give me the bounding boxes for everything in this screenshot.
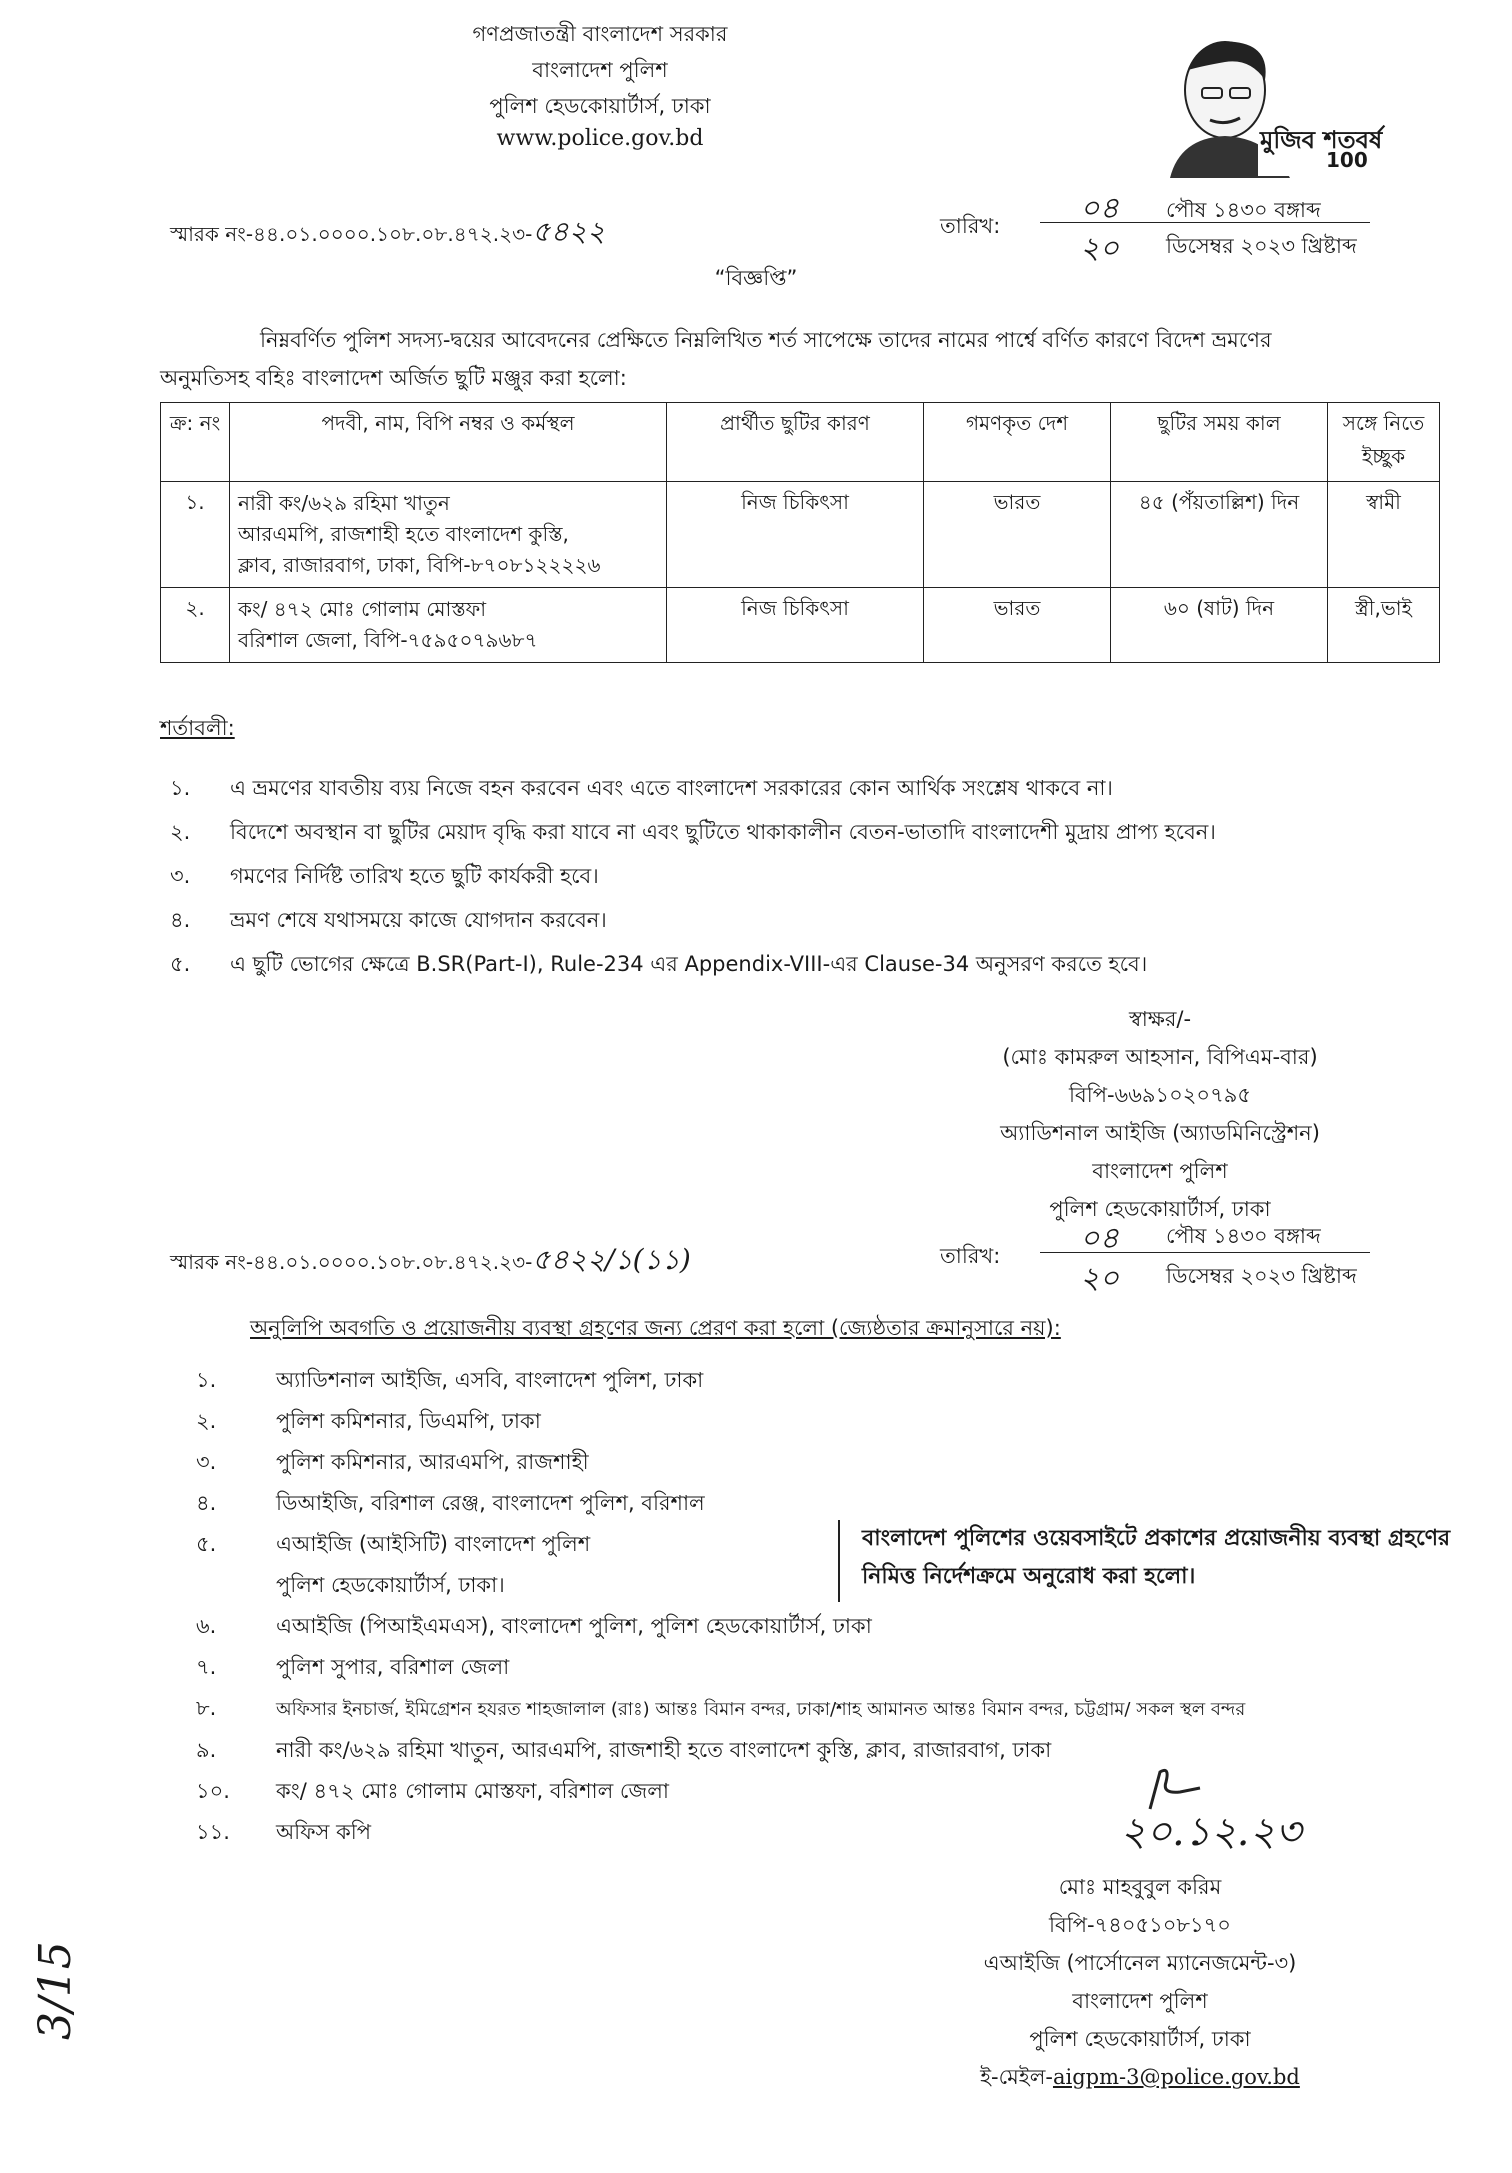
leave-table <box>160 402 1440 663</box>
logo-text: মুজিব শতবর্ষ <box>1260 126 1383 154</box>
condition-text: এ ছুটি ভোগের ক্ষেত্রে B.SR(Part-I), Rule-234 এর Appendix-VIII-এর Clause-34 অনুসরণ করতে হবে। <box>230 952 1148 976</box>
date-bengali-month-2: পৌষ ১৪৩০ বঙ্গাব্দ <box>1166 1224 1321 1248</box>
row-reason: নিজ চিকিৎসা <box>667 482 924 588</box>
copy-num: ৫. <box>196 1532 217 1556</box>
row-companion: স্বামী <box>1328 482 1440 588</box>
signatory-org: বাংলাদেশ পুলিশ <box>1072 1989 1208 2013</box>
copy-list <box>196 1360 1245 1853</box>
date-label-2: তারিখ: <box>940 1244 1001 1268</box>
signature-scribble-icon <box>1140 1764 1220 1819</box>
header-sl: ক্র: নং <box>161 403 230 482</box>
intro-line-2: অনুমতিসহ বহিঃ বাংলাদেশ অর্জিত ছুটি মঞ্জুর করা হলো: <box>160 366 627 390</box>
header-duration: ছুটির সময় কাল <box>1111 403 1328 482</box>
list-item <box>196 1442 1245 1483</box>
signatory-bp: বিপি-৬৬৯১০২০৭৯৫ <box>1069 1083 1251 1107</box>
row-duration: ৪৫ (পঁয়তাল্লিশ) দিন <box>1111 482 1328 588</box>
signed-label: স্বাক্ষর/- <box>1128 1007 1192 1031</box>
signature-block-1 <box>900 1000 1420 1228</box>
logo-number: 100 <box>1326 148 1368 172</box>
date-greg-day-2: ২০ <box>1080 1261 1120 1296</box>
table-row <box>161 482 1440 588</box>
office-name: পুলিশ হেডকোয়ার্টার্স, ঢাকা <box>489 94 711 118</box>
copy-num: ৮. <box>196 1696 217 1720</box>
condition-text: বিদেশে অবস্থান বা ছুটির মেয়াদ বৃদ্ধি করা যাবে না এবং ছুটিতে থাকাকালীন বেতন-ভাতাদি বাংলাদেশী মুদ্রায় প্রাপ্য হবেন। <box>230 820 1216 844</box>
row-duration: ৬০ (ষাট) দিন <box>1111 588 1328 663</box>
conditions-list <box>170 766 1216 986</box>
memo-ref-prefix: স্মারক নং-৪৪.০১.০০০০.১০৮.০৮.৪৭২.২৩- <box>170 222 533 246</box>
list-item <box>196 1483 1245 1524</box>
list-item <box>196 1401 1245 1442</box>
signatory-org: বাংলাদেশ পুলিশ <box>1092 1159 1228 1183</box>
condition-num: ৪. <box>170 908 191 932</box>
list-item <box>170 766 1216 810</box>
copy-text: এআইজি (আইসিটি) বাংলাদেশ পুলিশ <box>276 1532 591 1556</box>
list-item <box>196 1771 1245 1812</box>
designation-line: কং/ ৪৭২ মোঃ গোলাম মোস্তফা <box>238 597 487 621</box>
copy-num: ৬. <box>196 1614 217 1638</box>
copy-text: অফিসার ইনচার্জ, ইমিগ্রেশন হযরত শাহজালাল (রাঃ) আন্তঃ বিমান বন্দর, ঢাকা/শাহ আমানত আন্তঃ বিমান বন্দর, চট্টগ্রাম/ সকল স্থল বন্দর <box>276 1699 1246 1720</box>
date-greg-day-1: ২০ <box>1080 231 1120 266</box>
designation-line: ক্লাব, রাজারবাগ, ঢাকা, বিপি-৮৭০৮১২২২২৬ <box>238 553 601 577</box>
copy-num: ২. <box>196 1409 217 1433</box>
list-item <box>196 1606 1245 1647</box>
website-link[interactable]: www.police.gov.bd <box>496 126 704 151</box>
list-item <box>170 942 1216 986</box>
handwritten-date: ২০.১২.২৩ <box>1120 1809 1302 1855</box>
designation-line: বরিশাল জেলা, বিপি-৭৫৯৫০৭৯৬৮৭ <box>238 628 538 652</box>
signatory-email-line <box>940 2058 1340 2096</box>
memo-ref-handwritten: ৫৪২২/১(১১) <box>532 1243 691 1276</box>
list-item <box>196 1360 1245 1401</box>
date-label-1: তারিখ: <box>940 214 1001 238</box>
row-companion: স্ত্রী,ভাই <box>1328 588 1440 663</box>
signatory-office: পুলিশ হেডকোয়ার্টার্স, ঢাকা <box>1049 1197 1271 1221</box>
condition-num: ৫. <box>170 952 191 976</box>
condition-num: ৩. <box>170 864 191 888</box>
row-country: ভারত <box>924 588 1111 663</box>
email-link[interactable]: aigpm-3@police.gov.bd <box>1052 2065 1300 2089</box>
signature-block-2 <box>940 1868 1340 2096</box>
copy-text: এআইজি (পিআইএমএস), বাংলাদেশ পুলিশ, পুলিশ হেডকোয়ার্টার্স, ঢাকা <box>276 1614 872 1638</box>
header-companion: সঙ্গে নিতে ইচ্ছুক <box>1328 403 1440 482</box>
copy-text: পুলিশ হেডকোয়ার্টার্স, ঢাকা। <box>276 1573 505 1597</box>
email-label: ই-মেইল- <box>980 2065 1053 2089</box>
memo-ref-handwritten: ৫৪২২ <box>532 215 606 248</box>
header-reason: প্রার্থীত ছুটির কারণ <box>667 403 924 482</box>
list-item <box>196 1647 1245 1688</box>
designation-line: আরএমপি, রাজশাহী হতে বাংলাদেশ কুস্তি, <box>238 522 569 546</box>
date-greg-month-1: ডিসেম্বর ২০২৩ খ্রিষ্টাব্দ <box>1166 234 1357 258</box>
row-country: ভারত <box>924 482 1111 588</box>
copy-text: কং/ ৪৭২ মোঃ গোলাম মোস্তফা, বরিশাল জেলা <box>276 1779 669 1803</box>
list-item <box>170 810 1216 854</box>
copy-num: ৪. <box>196 1491 217 1515</box>
copy-num: ১. <box>196 1368 217 1392</box>
memo-ref-2 <box>170 1238 691 1285</box>
signatory-office: পুলিশ হেডকোয়ার্টার্স, ঢাকা <box>1029 2027 1251 2051</box>
copy-text: অফিস কপি <box>276 1820 372 1844</box>
memo-ref-1 <box>170 210 605 257</box>
copy-num: ৩. <box>196 1450 217 1474</box>
copy-text: ডিআইজি, বরিশাল রেঞ্জ, বাংলাদেশ পুলিশ, বরিশাল <box>276 1491 705 1515</box>
table-header-row <box>161 403 1440 482</box>
row-sl: ১. <box>161 482 230 588</box>
gov-name: গণপ্রজাতন্ত্রী বাংলাদেশ সরকার <box>472 22 728 46</box>
copy-intro: অনুলিপি অবগতি ও প্রয়োজনীয় ব্যবস্থা গ্রহণের জন্য প্রেরণ করা হলো (জ্যেষ্ঠতার ক্রমানুসারে নয়): <box>250 1316 1061 1340</box>
list-item <box>170 898 1216 942</box>
list-item <box>196 1812 1245 1853</box>
date-bengali-day-2: ০৪ <box>1080 1221 1119 1256</box>
signatory-designation: অ্যাডিশনাল আইজি (অ্যাডমিনিস্ট্রেশন) <box>1000 1121 1320 1145</box>
header-designation: পদবী, নাম, বিপি নম্বর ও কর্মস্থল <box>230 403 667 482</box>
signatory-name: (মোঃ কামরুল আহসান, বিপিএম-বার) <box>1002 1045 1318 1069</box>
notice-title: “বিজ্ঞপ্তি” <box>714 266 798 290</box>
header-country: গমণকৃত দেশ <box>924 403 1111 482</box>
condition-num: ২. <box>170 820 191 844</box>
org-name: বাংলাদেশ পুলিশ <box>532 58 668 82</box>
condition-text: গমণের নির্দিষ্ট তারিখ হতে ছুটি কার্যকরী হবে। <box>230 864 599 888</box>
condition-text: ভ্রমণ শেষে যথাসময়ে কাজে যোগদান করবেন। <box>230 908 607 932</box>
signatory-bp: বিপি-৭৪০৫১০৮১৭০ <box>1049 1913 1231 1937</box>
copy-text: পুলিশ কমিশনার, আরএমপি, রাজশাহী <box>276 1450 589 1474</box>
row-designation <box>230 588 667 663</box>
list-item <box>196 1730 1245 1771</box>
list-item <box>196 1688 1245 1730</box>
mujib-centenary-logo <box>1140 28 1383 178</box>
copy-text: নারী কং/৬২৯ রহিমা খাতুন, আরএমপি, রাজশাহী হতে বাংলাদেশ কুস্তি, ক্লাব, রাজারবাগ, ঢাকা <box>276 1738 1052 1762</box>
row-designation <box>230 482 667 588</box>
condition-text: এ ভ্রমণের যাবতীয় ব্যয় নিজে বহন করবেন এবং এতে বাংলাদেশ সরকারের কোন আর্থিক সংশ্লেষ থাকবে না। <box>230 776 1113 800</box>
copy-num: ১১. <box>196 1820 230 1844</box>
date-bengali-month-1: পৌষ ১৪৩০ বঙ্গাব্দ <box>1166 198 1321 222</box>
date-bengali-day-1: ০৪ <box>1080 191 1119 226</box>
copy-num: ৭. <box>196 1655 217 1679</box>
condition-num: ১. <box>170 776 191 800</box>
designation-line: নারী কং/৬২৯ রহিমা খাতুন <box>238 491 450 515</box>
copy-text: পুলিশ সুপার, বরিশাল জেলা <box>276 1655 510 1679</box>
row-sl: ২. <box>161 588 230 663</box>
signatory-designation: এআইজি (পার্সোনেল ম্যানেজমেন্ট-৩) <box>983 1951 1297 1975</box>
margin-note: 3/15 <box>30 1941 81 2040</box>
copy-num: ৯. <box>196 1738 217 1762</box>
initials-scribble <box>1140 1764 1220 1814</box>
conditions-title: শর্তাবলী: <box>160 716 235 740</box>
intro-line-1: নিম্নবর্ণিত পুলিশ সদস্য-দ্বয়ের আবেদনের প্রেক্ষিতে নিম্নলিখিত শর্ত সাপেক্ষে তাদের নামের পার্শ্বে বর্ণিত কারণে বিদেশ ভ্রমণের <box>260 328 1272 352</box>
list-item <box>170 854 1216 898</box>
date-greg-month-2: ডিসেম্বর ২০২৩ খ্রিষ্টাব্দ <box>1166 1264 1357 1288</box>
copy-text: অ্যাডিশনাল আইজি, এসবি, বাংলাদেশ পুলিশ, ঢাকা <box>276 1368 704 1392</box>
copy-text: পুলিশ কমিশনার, ডিএমপি, ঢাকা <box>276 1409 541 1433</box>
row-reason: নিজ চিকিৎসা <box>667 588 924 663</box>
copy-num: ১০. <box>196 1779 230 1803</box>
memo-ref-prefix: স্মারক নং-৪৪.০১.০০০০.১০৮.০৮.৪৭২.২৩- <box>170 1250 533 1274</box>
table-row <box>161 588 1440 663</box>
website-note: বাংলাদেশ পুলিশের ওয়েবসাইটে প্রকাশের প্রয়োজনীয় ব্যবস্থা গ্রহণের নিমিত্ত নির্দেশক্রমে অনুরোধ করা হলো। <box>838 1520 1462 1602</box>
signatory-name: মোঃ মাহবুবুল করিম <box>1058 1875 1222 1899</box>
